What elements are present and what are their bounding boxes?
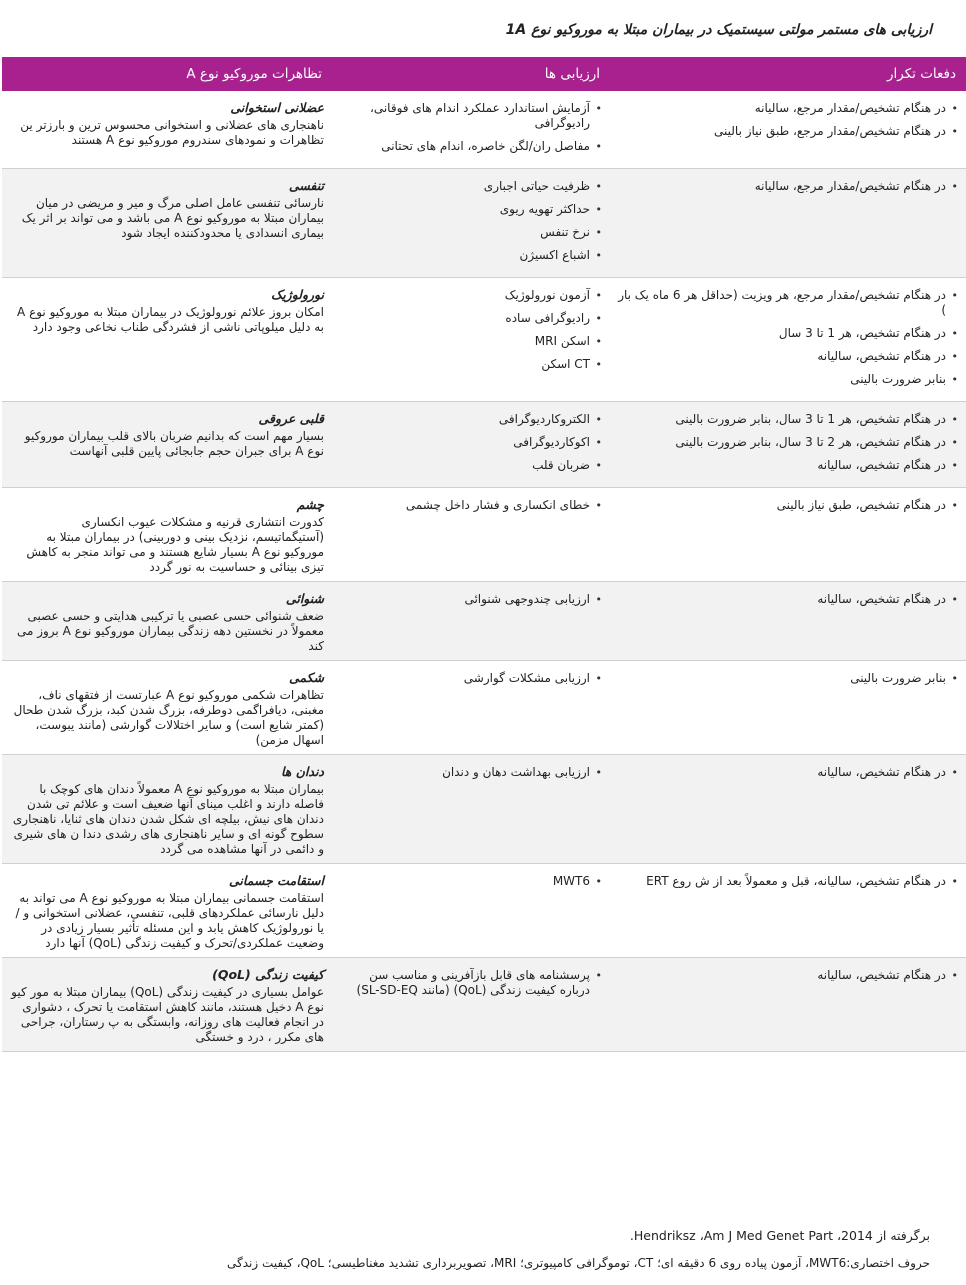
assessments-cell (332, 91, 610, 169)
assessment-item: • ارزیابی چندوجهی شنوائی (340, 592, 602, 607)
header-manifestations: تظاهرات موروکیو نوع A (2, 57, 332, 91)
frequency-cell (610, 661, 966, 755)
assessment-item: • مفاصل ران/لگن خاصره، اندام های تحتانی (340, 139, 602, 154)
assessment-table (2, 57, 966, 1052)
assessments-cell (332, 755, 610, 864)
manifestation-title: شکمی (288, 670, 324, 685)
assessment-item: • آزمایش استاندارد عملکرد اندام های فوقانی، رادیوگرافی (340, 101, 602, 131)
table-row (2, 755, 966, 864)
manifestation-cell (2, 488, 332, 582)
frequency-item: • در هنگام تشخیص، سالیانه (618, 458, 958, 473)
assessments-cell (332, 278, 610, 402)
manifestation-title: نورولوژیک (271, 287, 324, 302)
manifestation-title: استقامت جسمانی (229, 873, 324, 888)
assessment-item: • رادیوگرافی ساده (340, 311, 602, 326)
frequency-cell (610, 278, 966, 402)
manifestation-title: شنوائی (285, 591, 324, 606)
manifestation-cell (2, 661, 332, 755)
assessment-item: • نرخ تنفس (340, 225, 602, 240)
frequency-item: • بنابر ضرورت بالینی (618, 671, 958, 686)
table-body (2, 91, 966, 1052)
assessments-list (340, 412, 602, 473)
frequency-cell (610, 402, 966, 488)
assessments-cell (332, 582, 610, 661)
assessments-cell (332, 958, 610, 1052)
assessment-item: • CT اسکن (340, 357, 602, 372)
manifestation-description: بسیار مهم است که بدانیم ضربان بالای قلب بیماران موروکیو نوع A برای جبران حجم جابجائی پایین قلبی آنهاست (24, 429, 324, 458)
manifestation-description: بیماران مبتلا به موروکیو نوع A معمولاً دندان های کوچک با فاصله دارند و اغلب مینای آنها ضعیف است و علائم تی شدن دندان های نیش، بیلچه ای شکل شدن دندان های ثنایا، ناهنجاری سطوح گونه ای و سایر ناهنجاری های رشدی دندا ن های شیری و دائمی در آنها مشاهده می گردد (12, 782, 324, 856)
assessments-list (340, 179, 602, 263)
manifestation-cell (2, 169, 332, 278)
manifestation-cell (2, 958, 332, 1052)
assessment-item: • ضربان قلب (340, 458, 602, 473)
assessment-item: • اشباع اکسیژن (340, 248, 602, 263)
header-frequency: دفعات تکرار (610, 57, 966, 91)
assessments-list (340, 288, 602, 372)
table-row (2, 958, 966, 1052)
frequency-item: • در هنگام تشخیص، هر 2 تا 3 سال، بنابر ضرورت بالینی (618, 435, 958, 450)
assessment-item: • الکتروکاردیوگرافی (340, 412, 602, 427)
frequency-item: • در هنگام تشخیص، سالیانه (618, 349, 958, 364)
table-row (2, 278, 966, 402)
table-header-row (2, 57, 966, 91)
frequency-cell (610, 958, 966, 1052)
table-row (2, 91, 966, 169)
source-note: برگرفته از Hendriksz ،Am J Med Genet Part ،2014. (629, 1228, 930, 1243)
frequency-item: • در هنگام تشخیص/مقدار مرجع، سالیانه (618, 101, 958, 116)
manifestation-description: تظاهرات شکمی موروکیو نوع A عبارتست از فتقهای ناف، مغبنی، دیافراگمی دوطرفه، بزرگ شدن کبد، بزرگ شدن طحال (کمتر شایع است) و سایر اختلالات گوارشی (مانند یبوست، اسهال مزمن) (13, 688, 324, 747)
frequency-list (618, 968, 958, 983)
frequency-item: • در هنگام تشخیص/مقدار مرجع، هر ویزیت (حداقل هر 6 ماه یک بار ) (618, 288, 958, 318)
assessment-item: • حداکثر تهویه ریوی (340, 202, 602, 217)
assessments-cell (332, 661, 610, 755)
manifestation-cell (2, 755, 332, 864)
assessments-list (340, 765, 602, 780)
frequency-item: • در هنگام تشخیص، سالیانه (618, 765, 958, 780)
frequency-item: • در هنگام تشخیص، هر 1 تا 3 سال (618, 326, 958, 341)
manifestation-description: عوامل بسیاری در کیفیت زندگی (QoL) بیماران مبتلا به مور کیو نوع A دخیل هستند، مانند کاهش استقامت یا تحرک ، دشواری در انجام فعالیت های روزانه، وابستگی به پ رستاران، جراحی های مکرر ، درد و خستگی (11, 985, 324, 1044)
manifestation-cell (2, 278, 332, 402)
manifestation-title: قلبی عروقی (258, 411, 324, 426)
manifestation-cell (2, 582, 332, 661)
frequency-list (618, 101, 958, 139)
manifestation-description: نارسائی تنفسی عامل اصلی مرگ و میر و مریضی در میان بیماران مبتلا به موروکیو نوع A می باشد و می تواند بر اثر یک بیماری انسدادی یا محدودکننده ایجاد شود (21, 196, 324, 240)
assessment-item: • اکوکاردیوگرافی (340, 435, 602, 450)
assessments-list (340, 874, 602, 889)
frequency-list (618, 412, 958, 473)
table-row (2, 661, 966, 755)
frequency-list (618, 179, 958, 194)
manifestation-description: استقامت جسمانی بیماران مبتلا به موروکیو نوع A می تواند به دلیل نارسائی عملکردهای قلبی، تنفسی، عضلانی استخوانی و /یا نورولوژیک کاهش یابد و این مسئله تأثیر بسیار زیادی در وضعیت عملکردی/تحرک و کیفیت زندگی (QoL) آنها دارد (15, 891, 324, 950)
frequency-list (618, 765, 958, 780)
manifestation-title: عضلانی استخوانی (230, 100, 324, 115)
manifestation-cell (2, 402, 332, 488)
assessments-list (340, 498, 602, 513)
assessments-list (340, 671, 602, 686)
frequency-list (618, 874, 958, 889)
assessments-list (340, 968, 602, 998)
frequency-cell (610, 582, 966, 661)
assessment-item: • ظرفیت حیاتی اجباری (340, 179, 602, 194)
assessments-cell (332, 864, 610, 958)
assessments-cell (332, 488, 610, 582)
assessments-list (340, 592, 602, 607)
assessment-item: • خطای انکساری و فشار داخل چشمی (340, 498, 602, 513)
manifestation-title: چشم (296, 497, 324, 512)
assessment-item: • ارزیابی مشکلات گوارشی (340, 671, 602, 686)
table-row (2, 488, 966, 582)
manifestation-description: کدورت انتشاری قرنیه و مشکلات عیوب انکساری (آستیگماتیسم، نزدیک بینی و دوربینی) در بیماران مبتلا به موروکیو نوع A بسیار شایع هستند و می تواند منجر به کاهش تیزی بینائی و حساسیت به نور گردد (26, 515, 324, 574)
manifestation-cell (2, 91, 332, 169)
manifestation-title: تنفسی (288, 178, 324, 193)
table-row (2, 169, 966, 278)
frequency-cell (610, 91, 966, 169)
table-row (2, 864, 966, 958)
frequency-cell (610, 169, 966, 278)
frequency-cell (610, 864, 966, 958)
frequency-item: • در هنگام تشخیص، سالیانه (618, 592, 958, 607)
assessment-item: • پرسشنامه های قابل بازآفرینی و مناسب سن درباره کیفیت زندگی (QoL) (مانند SL-SD-EQ) (340, 968, 602, 998)
manifestation-title: کیفیت زندگی (QoL) (212, 967, 324, 982)
manifestation-description: ضعف شنوائی حسی عصبی یا ترکیبی هدایتی و حسی عصبی معمولاً در نخستین دهه زندگی بیماران موروکیو نوع A بروز می کند (16, 609, 324, 653)
frequency-item: • در هنگام تشخیص/مقدار مرجع، سالیانه (618, 179, 958, 194)
frequency-cell (610, 755, 966, 864)
table-row (2, 402, 966, 488)
frequency-list (618, 288, 958, 387)
assessments-cell (332, 402, 610, 488)
assessments-list (340, 101, 602, 154)
assessments-cell (332, 169, 610, 278)
assessment-item: • ارزیابی بهداشت دهان و دندان (340, 765, 602, 780)
manifestation-description: ناهنجاری های عضلانی و استخوانی محسوس ترین و بارزتر ین تظاهرات و نمودهای سندروم موروکیو نوع A هستند (20, 118, 324, 147)
frequency-item: • در هنگام تشخیص/مقدار مرجع، طبق نیاز بالینی (618, 124, 958, 139)
frequency-cell (610, 488, 966, 582)
header-assessments: ارزیابی ها (332, 57, 610, 91)
frequency-item: • در هنگام تشخیص، سالیانه (618, 968, 958, 983)
manifestation-title: دندان ها (280, 764, 324, 779)
assessment-item: • MWT6 (340, 874, 602, 889)
assessment-item: • اسکن MRI (340, 334, 602, 349)
frequency-item: • در هنگام تشخیص، سالیانه، قبل و معمولاً بعد از ش روع ERT (618, 874, 958, 889)
frequency-list (618, 498, 958, 513)
page-title: ارزیابی های مستمر مولتی سیستمیک در بیماران مبتلا به موروکیو نوع 1A (505, 22, 932, 38)
manifestation-description: امکان بروز علائم نورولوژیک در بیماران مبتلا به موروکیو نوع A به دلیل میلوپاتی ناشی از فشردگی طناب نخاعی وجود دارد (17, 305, 324, 334)
table-row (2, 582, 966, 661)
frequency-list (618, 592, 958, 607)
frequency-item: • در هنگام تشخیص، هر 1 تا 3 سال، بنابر ضرورت بالینی (618, 412, 958, 427)
frequency-list (618, 671, 958, 686)
frequency-item: • بنابر ضرورت بالینی (618, 372, 958, 387)
manifestation-cell (2, 864, 332, 958)
frequency-item: • در هنگام تشخیص، طبق نیاز بالینی (618, 498, 958, 513)
abbreviations-note: حروف اختصاری:MWT6، آزمون پیاده روی 6 دقیقه ای؛ CT، توموگرافی کامپیوتری؛ MRI، تصویربرداری تشدید مغناطیسی؛ QoL، کیفیت زندگی (227, 1256, 930, 1270)
assessment-item: • آزمون نورولوژیک (340, 288, 602, 303)
